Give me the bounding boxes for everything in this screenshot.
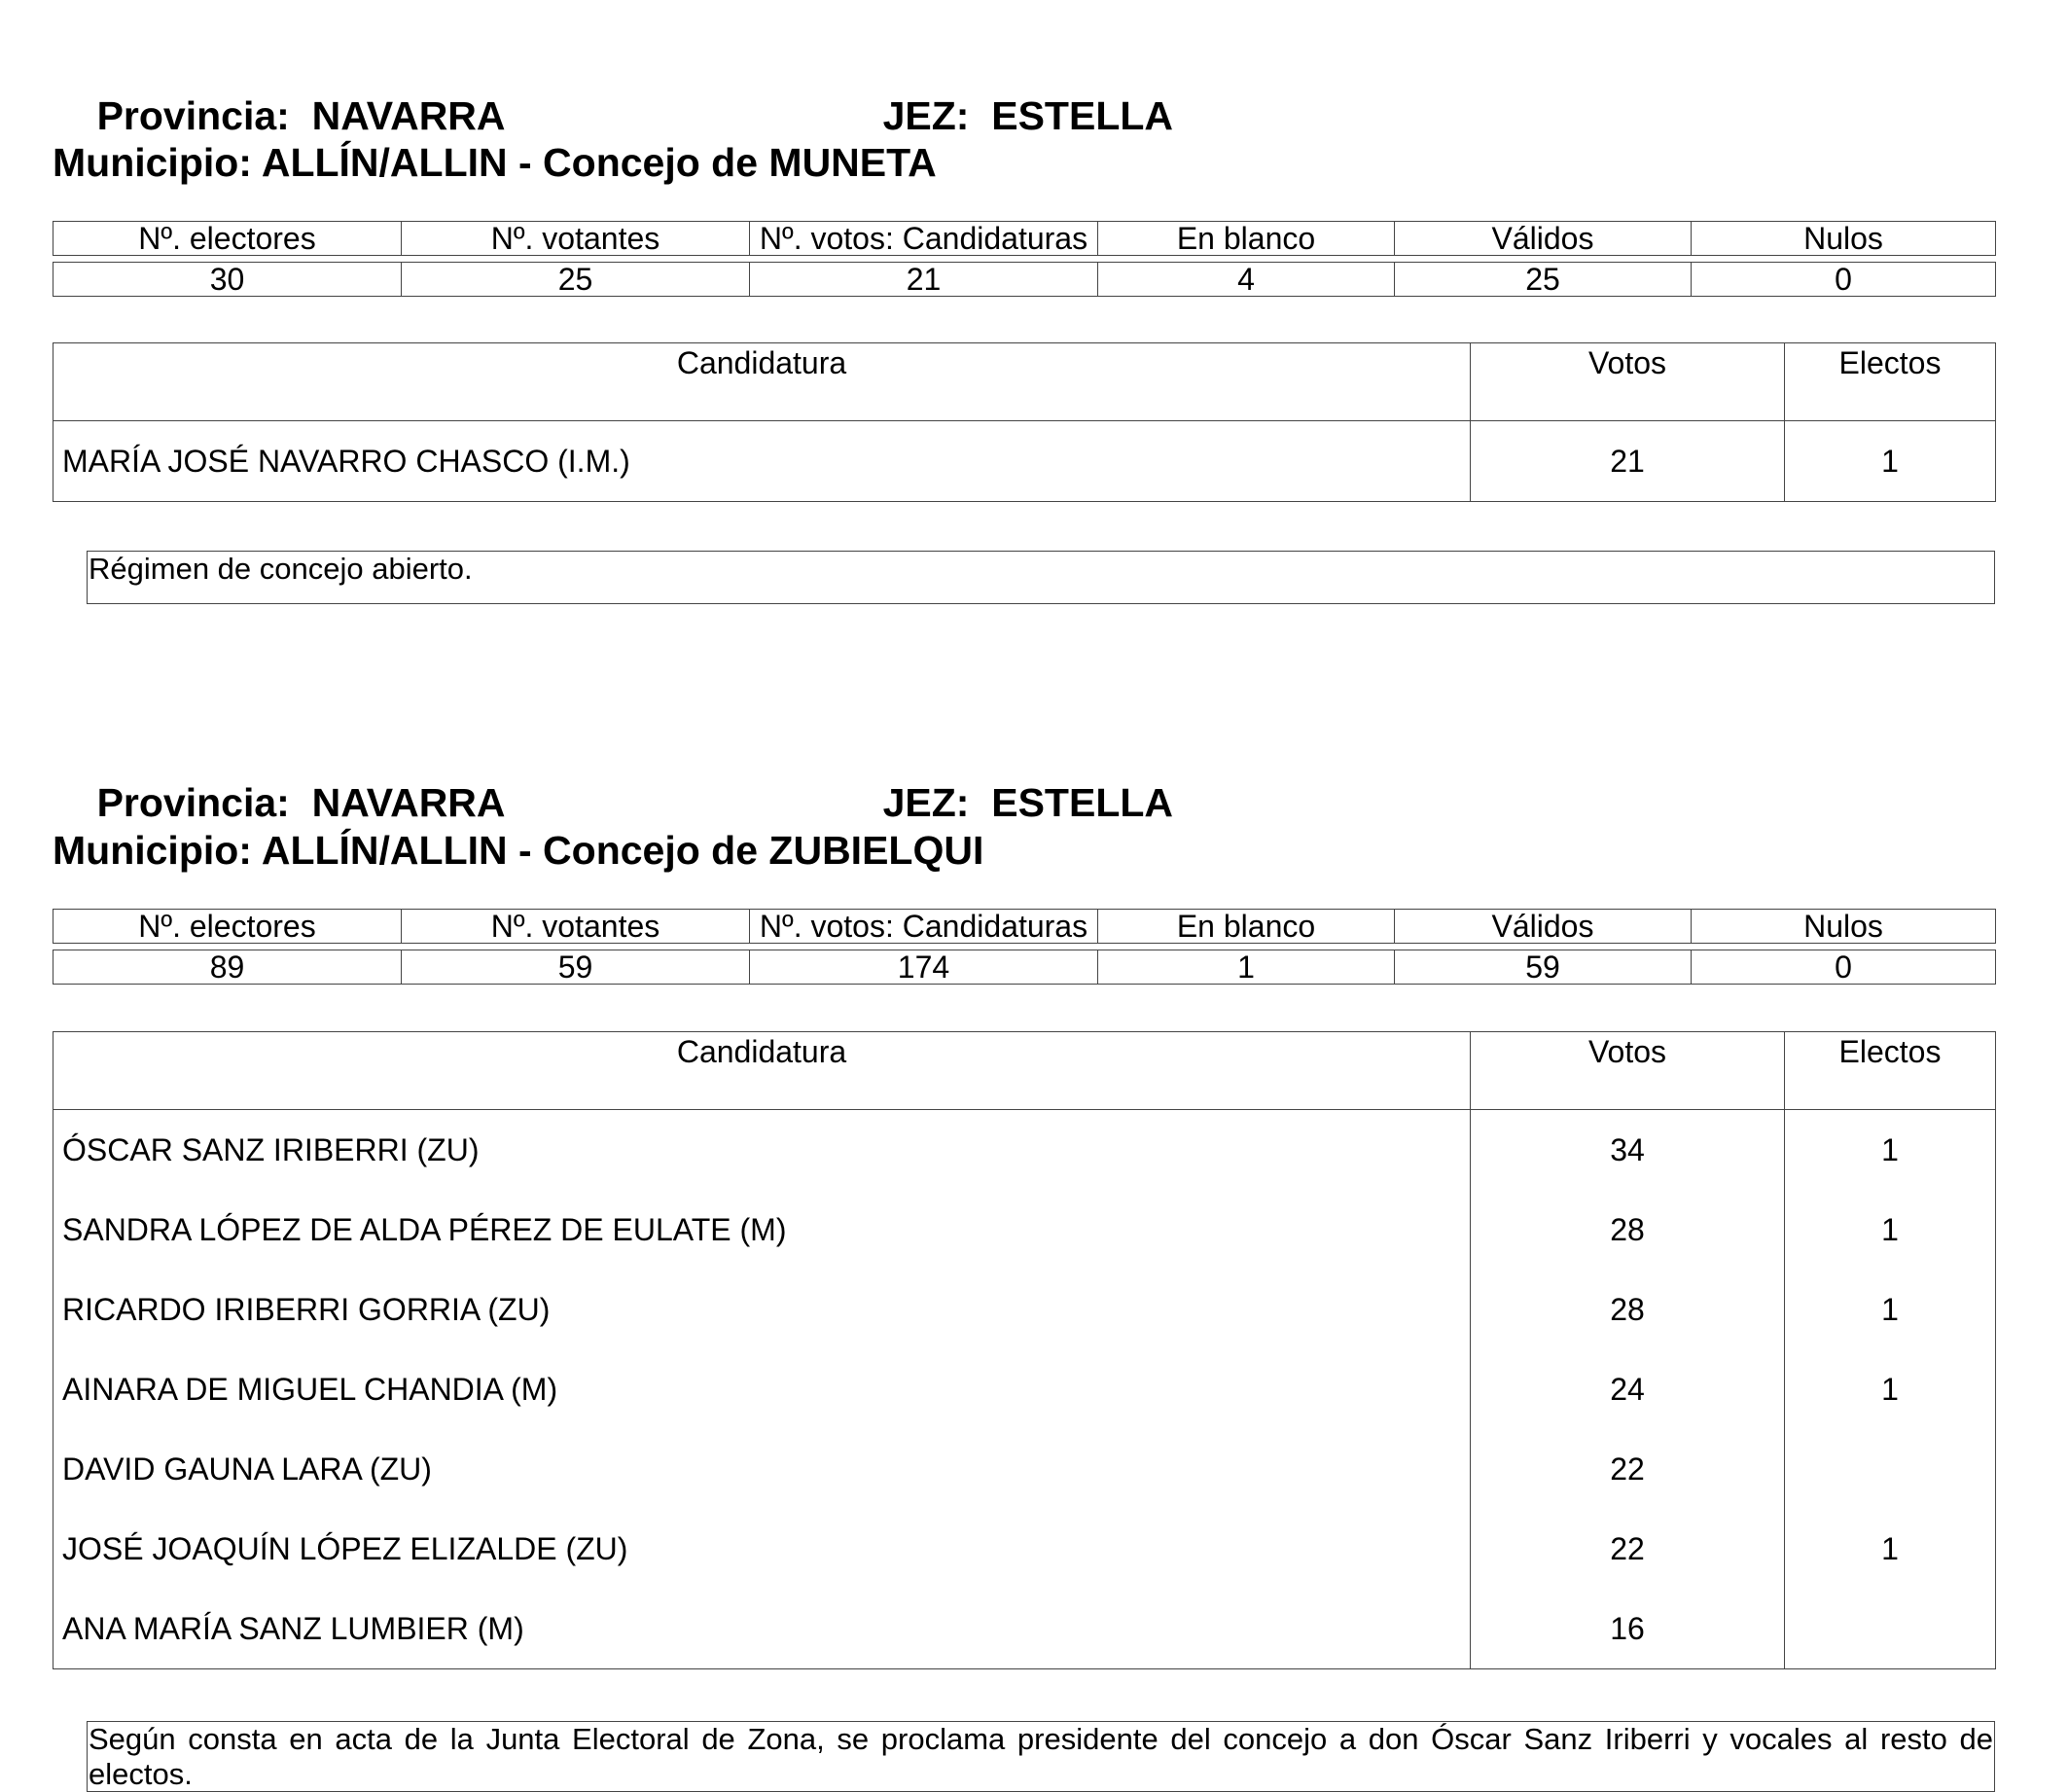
- stats-value-votantes: 25: [402, 263, 750, 297]
- candidate-name: SANDRA LÓPEZ DE ALDA PÉREZ DE EULATE (M): [53, 1190, 1471, 1270]
- candidate-name: DAVID GAUNA LARA (ZU): [53, 1429, 1471, 1509]
- stats-values-table: [53, 262, 1996, 297]
- candidate-elected: [1785, 1429, 1996, 1509]
- table-row: [53, 1429, 1996, 1509]
- table-row: [53, 1110, 1996, 1191]
- candidates-table: [53, 1031, 1996, 1669]
- stats-header-candidaturas: Nº. votos: Candidaturas: [750, 222, 1098, 256]
- stats-value-validos: 25: [1395, 263, 1692, 297]
- stats-header-nulos: Nulos: [1692, 910, 1996, 944]
- stats-header-validos: Válidos: [1395, 222, 1692, 256]
- jez-value: ESTELLA: [991, 93, 1174, 138]
- electos-header: Electos: [1785, 343, 1996, 421]
- result-note: Según consta en acta de la Junta Electoral de Zona, se proclama presidente del concejo a don Óscar Sanz Iriberri y vocales al resto de electos.: [89, 1722, 1993, 1791]
- stats-header-table: [53, 909, 1996, 944]
- candidate-elected: [1785, 1589, 1996, 1669]
- candidate-elected: 1: [1785, 1110, 1996, 1191]
- result-note: Régimen de concejo abierto.: [87, 551, 1995, 604]
- stats-header-row: [53, 222, 1996, 256]
- table-row: [53, 1349, 1996, 1429]
- candidate-name: RICARDO IRIBERRI GORRIA (ZU): [53, 1270, 1471, 1349]
- municipio-heading: Municipio: ALLÍN/ALLIN - Concejo de MUNETA: [53, 140, 937, 185]
- stats-header-validos: Válidos: [1395, 910, 1692, 944]
- candidate-votes: 21: [1471, 421, 1785, 502]
- stats-header-candidaturas: Nº. votos: Candidaturas: [750, 910, 1098, 944]
- table-row: [53, 1190, 1996, 1270]
- stats-header-row: [53, 910, 1996, 944]
- stats-value-validos: 59: [1395, 950, 1692, 985]
- candidate-elected: 1: [1785, 1190, 1996, 1270]
- stats-values-row: [53, 263, 1996, 297]
- candidate-votes: 28: [1471, 1270, 1785, 1349]
- stats-header-nulos: Nulos: [1692, 222, 1996, 256]
- stats-header-table: [53, 221, 1996, 256]
- stats-value-blanco: 4: [1098, 263, 1395, 297]
- candidates-table: [53, 342, 1996, 502]
- candidate-votes: 16: [1471, 1589, 1785, 1669]
- candidate-name: MARÍA JOSÉ NAVARRO CHASCO (I.M.): [53, 421, 1471, 502]
- stats-value-electores: 89: [53, 950, 402, 985]
- stats-header-votantes: Nº. votantes: [402, 222, 750, 256]
- candidate-name: ANA MARÍA SANZ LUMBIER (M): [53, 1589, 1471, 1669]
- jez-value: ESTELLA: [991, 780, 1174, 825]
- stats-header-blanco: En blanco: [1098, 222, 1395, 256]
- municipio-heading: Municipio: ALLÍN/ALLIN - Concejo de ZUBIELQUI: [53, 828, 984, 873]
- provincia-value: NAVARRA: [311, 93, 506, 138]
- table-row: [53, 1270, 1996, 1349]
- stats-values-row: [53, 950, 1996, 985]
- candidatura-header: Candidatura: [53, 1032, 1471, 1110]
- candidate-name: JOSÉ JOAQUÍN LÓPEZ ELIZALDE (ZU): [53, 1509, 1471, 1589]
- candidate-name: AINARA DE MIGUEL CHANDIA (M): [53, 1349, 1471, 1429]
- candidates-header-row: [53, 1032, 1996, 1110]
- stats-value-nulos: 0: [1692, 950, 1996, 985]
- candidate-name: ÓSCAR SANZ IRIBERRI (ZU): [53, 1110, 1471, 1191]
- candidate-votes: 28: [1471, 1190, 1785, 1270]
- stats-header-votantes: Nº. votantes: [402, 910, 750, 944]
- jez-label: JEZ:: [882, 93, 970, 138]
- stats-value-candidaturas: 21: [750, 263, 1098, 297]
- candidate-elected: 1: [1785, 421, 1996, 502]
- stats-header-blanco: En blanco: [1098, 910, 1395, 944]
- jez-label: JEZ:: [882, 780, 970, 825]
- provincia-value: NAVARRA: [311, 780, 506, 825]
- table-row: [53, 1589, 1996, 1669]
- stats-value-nulos: 0: [1692, 263, 1996, 297]
- candidate-votes: 22: [1471, 1429, 1785, 1509]
- stats-values-table: [53, 950, 1996, 985]
- provincia-label: Provincia:: [96, 780, 290, 825]
- candidate-elected: 1: [1785, 1349, 1996, 1429]
- stats-value-candidaturas: 174: [750, 950, 1098, 985]
- candidatura-header: Candidatura: [53, 343, 1471, 421]
- electos-header: Electos: [1785, 1032, 1996, 1110]
- candidate-elected: 1: [1785, 1509, 1996, 1589]
- candidate-votes: 22: [1471, 1509, 1785, 1589]
- candidate-votes: 34: [1471, 1110, 1785, 1191]
- stats-header-electores: Nº. electores: [53, 222, 402, 256]
- candidate-votes: 24: [1471, 1349, 1785, 1429]
- table-row: [53, 421, 1996, 502]
- stats-value-blanco: 1: [1098, 950, 1395, 985]
- candidates-header-row: [53, 343, 1996, 421]
- table-row: [53, 1509, 1996, 1589]
- stats-value-votantes: 59: [402, 950, 750, 985]
- stats-header-electores: Nº. electores: [53, 910, 402, 944]
- provincia-label: Provincia:: [96, 93, 290, 138]
- stats-value-electores: 30: [53, 263, 402, 297]
- votos-header: Votos: [1471, 1032, 1785, 1110]
- candidate-elected: 1: [1785, 1270, 1996, 1349]
- votos-header: Votos: [1471, 343, 1785, 421]
